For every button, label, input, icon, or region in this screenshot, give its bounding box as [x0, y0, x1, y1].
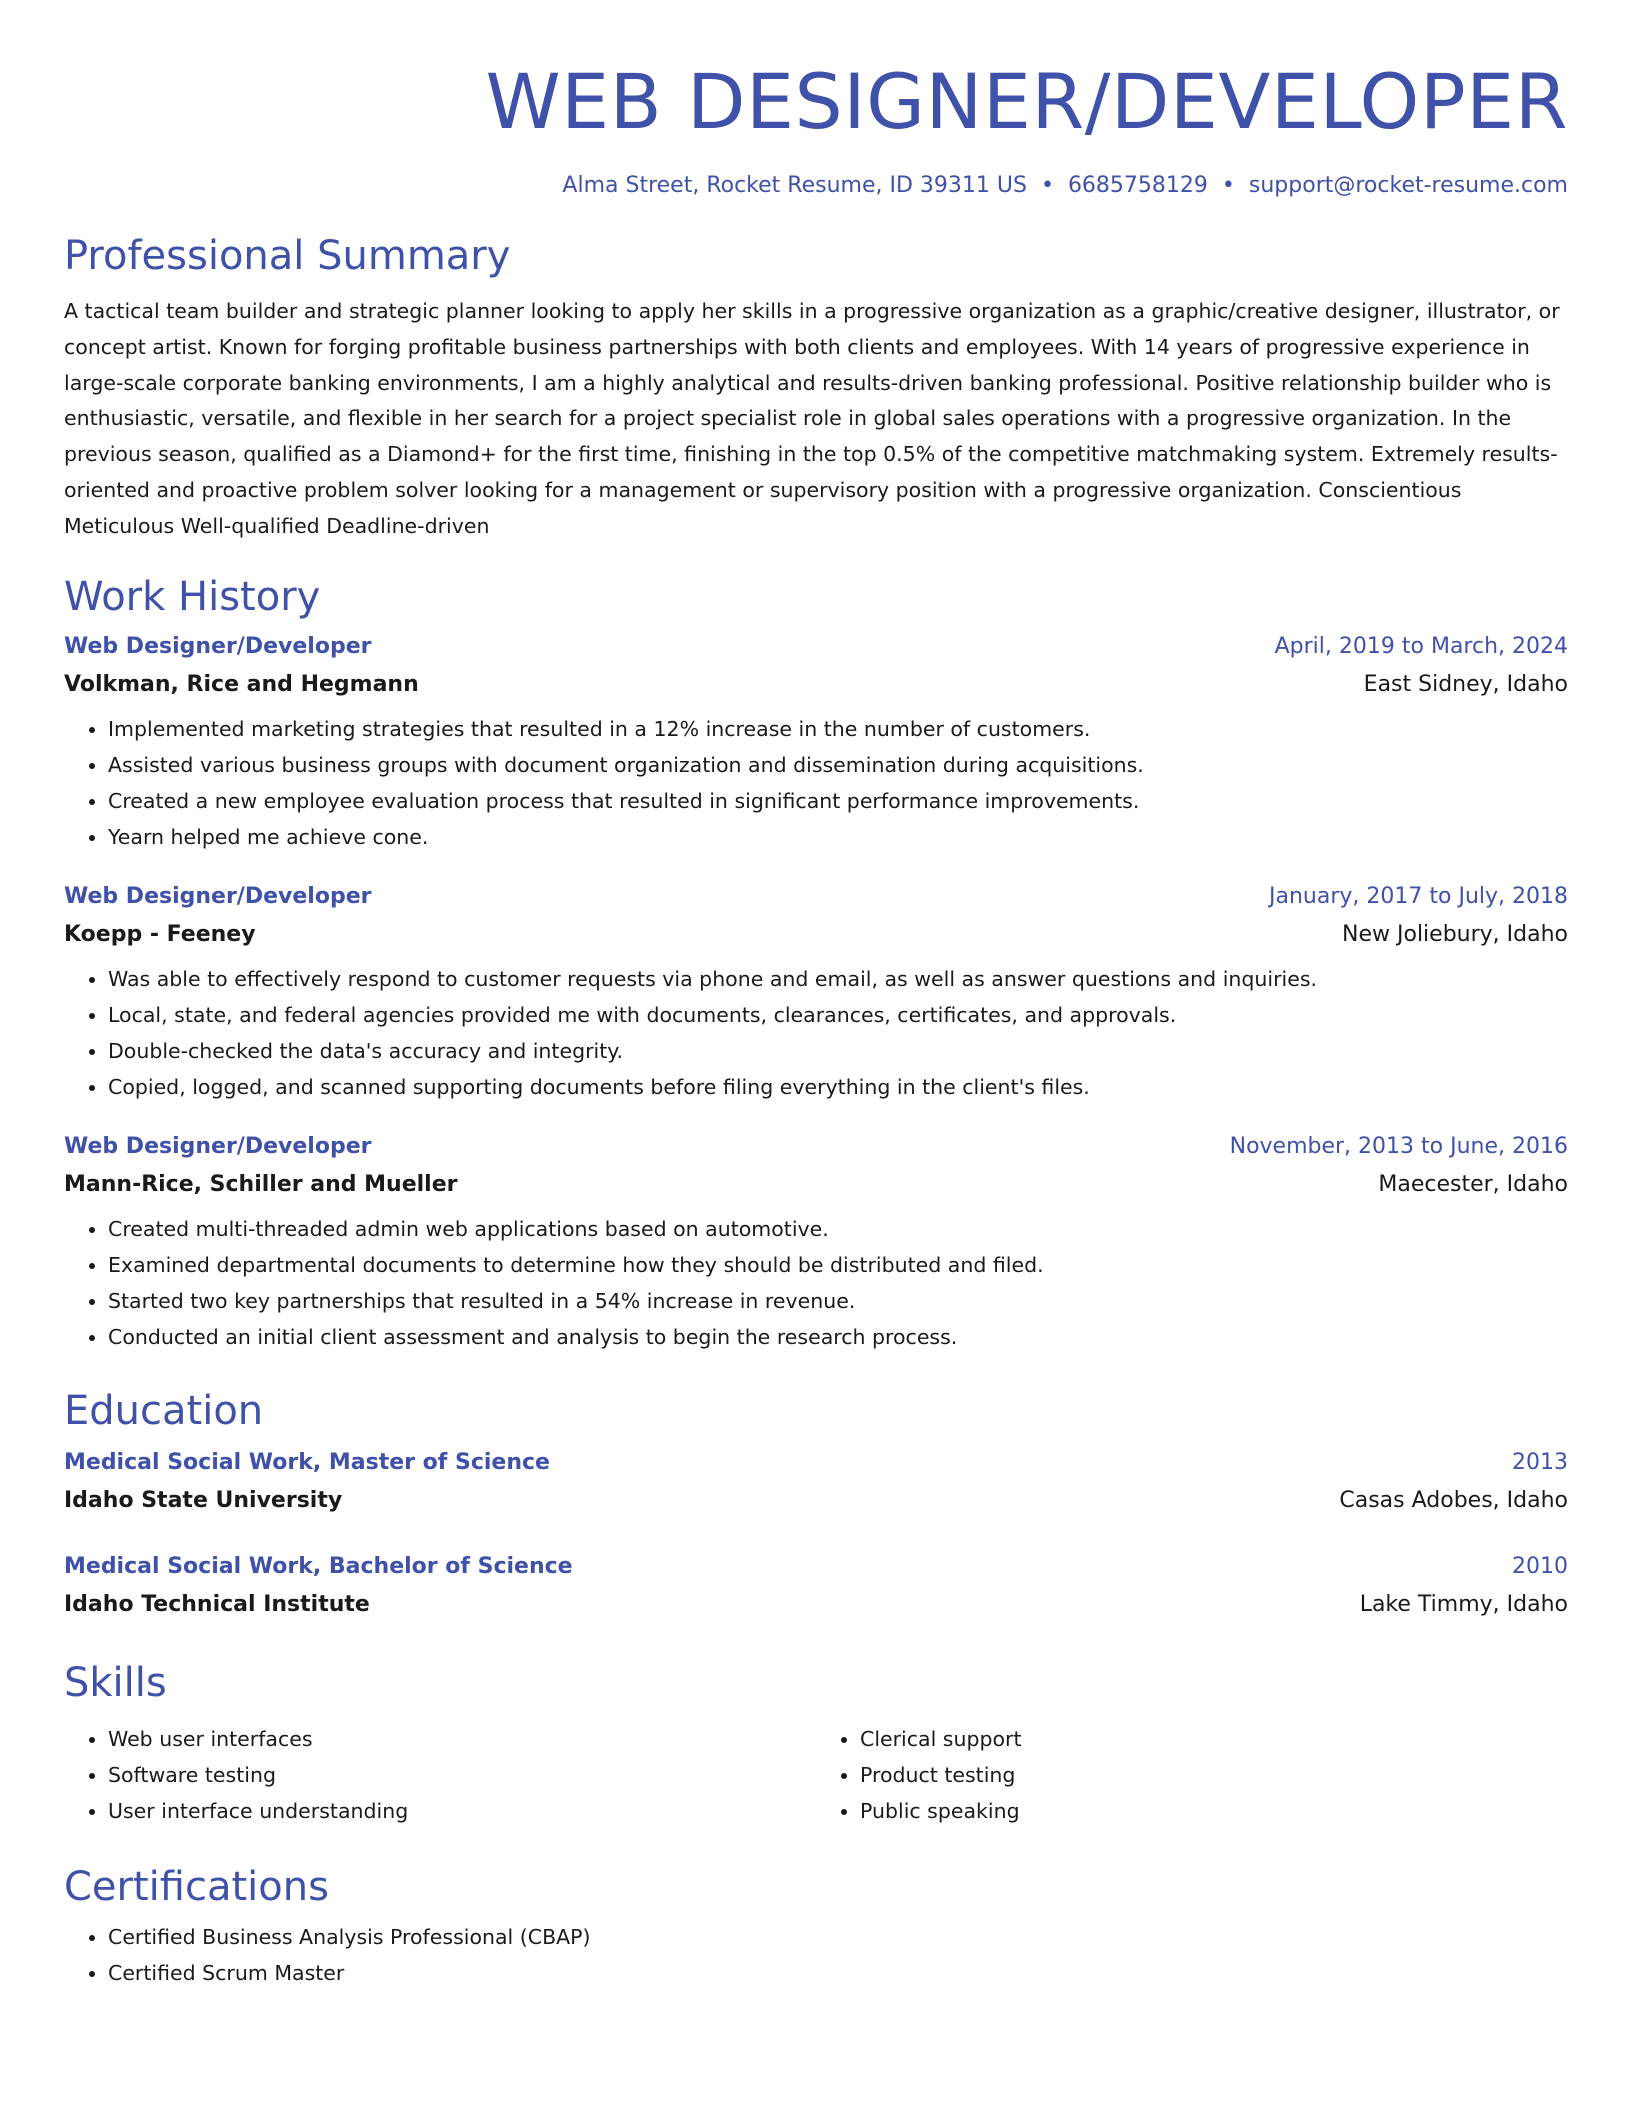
- list-item: • Yearn helped me achieve cone.: [108, 819, 1568, 855]
- job-bullets: [64, 711, 1568, 855]
- list-item: • Was able to effectively respond to customer requests via phone and email, as well as answer questions and inquiries.: [108, 961, 1568, 997]
- skills-list-left: [64, 1721, 816, 1829]
- list-item: • Conducted an initial client assessment and analysis to begin the research process.: [108, 1319, 1568, 1355]
- section-title-education: Education: [64, 1387, 264, 1434]
- list-item: • Copied, logged, and scanned supporting documents before filing everything in the client's files.: [108, 1069, 1568, 1105]
- list-item: • Examined departmental documents to determine how they should be distributed and filed.: [108, 1247, 1568, 1283]
- section-title-work-history: Work History: [64, 573, 321, 620]
- job-company: Volkman, Rice and Hegmann: [64, 671, 419, 697]
- certifications-section: [64, 1861, 1568, 1991]
- school-location: Casas Adobes, Idaho: [1339, 1487, 1568, 1513]
- degree: Medical Social Work, Master of Science: [64, 1449, 550, 1475]
- education-section: [64, 1385, 1568, 1625]
- job-dates: April, 2019 to March, 2024: [1274, 633, 1568, 659]
- work-history-section: [64, 571, 1568, 1355]
- list-item: • Double-checked the data's accuracy and integrity.: [108, 1033, 1568, 1069]
- job-company: Mann-Rice, Schiller and Mueller: [64, 1171, 458, 1197]
- skills-list-right: [816, 1721, 1568, 1829]
- graduation-year: 2010: [1512, 1553, 1568, 1579]
- degree: Medical Social Work, Bachelor of Science: [64, 1553, 573, 1579]
- section-title-summary: Professional Summary: [64, 233, 511, 279]
- skill-item: • Web user interfaces: [108, 1721, 816, 1757]
- skill-item: • User interface understanding: [108, 1793, 816, 1829]
- list-item: • Created a new employee evaluation process that resulted in significant performance improvements.: [108, 783, 1568, 819]
- school: Idaho State University: [64, 1487, 343, 1513]
- certification-item: • Certified Scrum Master: [108, 1955, 1568, 1991]
- work-entry: [64, 629, 1568, 855]
- phone: 6685758129: [1067, 173, 1208, 198]
- job-role: Web Designer/Developer: [64, 883, 372, 909]
- resume-title: WEB DESIGNER/DEVELOPER: [485, 57, 1568, 146]
- list-item: • Assisted various business groups with document organization and dissemination during acquisitions.: [108, 747, 1568, 783]
- skills-section: [64, 1657, 1568, 1829]
- skills-columns: [64, 1715, 1568, 1829]
- graduation-year: 2013: [1512, 1449, 1568, 1475]
- contact-line: [64, 170, 1568, 202]
- contact-separator: •: [1040, 173, 1054, 198]
- job-company: Koepp - Feeney: [64, 921, 256, 947]
- list-item: • Created multi-threaded admin web applications based on automotive.: [108, 1211, 1568, 1247]
- skill-item: • Product testing: [860, 1757, 1568, 1793]
- email-link[interactable]: support@rocket-resume.com: [1248, 173, 1568, 198]
- job-bullets: [64, 1211, 1568, 1355]
- list-item: • Started two key partnerships that resulted in a 54% increase in revenue.: [108, 1283, 1568, 1319]
- resume-header: [64, 0, 1568, 202]
- job-dates: January, 2017 to July, 2018: [1269, 883, 1568, 909]
- list-item: • Implemented marketing strategies that resulted in a 12% increase in the number of customers.: [108, 711, 1568, 747]
- job-dates: November, 2013 to June, 2016: [1229, 1133, 1568, 1159]
- section-title-certifications: Certifications: [64, 1863, 329, 1910]
- certification-item: • Certified Business Analysis Professional (CBAP): [108, 1919, 1568, 1955]
- section-title-skills: Skills: [64, 1659, 167, 1706]
- education-entry: [64, 1445, 1568, 1521]
- work-entry: [64, 1129, 1568, 1355]
- school: Idaho Technical Institute: [64, 1591, 370, 1617]
- list-item: • Local, state, and federal agencies provided me with documents, clearances, certificates, and approvals.: [108, 997, 1568, 1033]
- skill-item: • Clerical support: [860, 1721, 1568, 1757]
- job-bullets: [64, 961, 1568, 1105]
- contact-separator: •: [1221, 173, 1235, 198]
- skill-item: • Software testing: [108, 1757, 816, 1793]
- work-entry: [64, 879, 1568, 1105]
- job-location: East Sidney, Idaho: [1363, 671, 1568, 697]
- address: Alma Street, Rocket Resume, ID 39311 US: [562, 173, 1027, 198]
- job-role: Web Designer/Developer: [64, 1133, 372, 1159]
- skill-item: • Public speaking: [860, 1793, 1568, 1829]
- education-entry: [64, 1549, 1568, 1625]
- certifications-list: [64, 1919, 1568, 1991]
- job-role: Web Designer/Developer: [64, 633, 372, 659]
- summary-text: A tactical team builder and strategic planner looking to apply her skills in a progressive organization as a graphic/creative designer, illustrator, or concept artist. Known for forging profitable business partnerships with both clients and employees. With 14 years of progressive experience in large-scale corporate banking environments, I am a highly analytical and results-driven banking professional. Positive relationship builder who is enthusiastic, versatile, and flexible in her search for a project specialist role in global sales operations with a progressive organization. In the previous season, qualified as a Diamond+ for the first time, finishing in the top 0.5% of the competitive matchmaking system. Extremely results-oriented and proactive problem solver looking for a management or supervisory position with a progressive organization. Conscientious Meticulous Well-qualified Deadline-driven: [64, 299, 1560, 538]
- school-location: Lake Timmy, Idaho: [1359, 1591, 1568, 1617]
- job-location: Maecester, Idaho: [1378, 1171, 1568, 1197]
- summary-section: [64, 230, 1568, 545]
- job-location: New Joliebury, Idaho: [1342, 921, 1568, 947]
